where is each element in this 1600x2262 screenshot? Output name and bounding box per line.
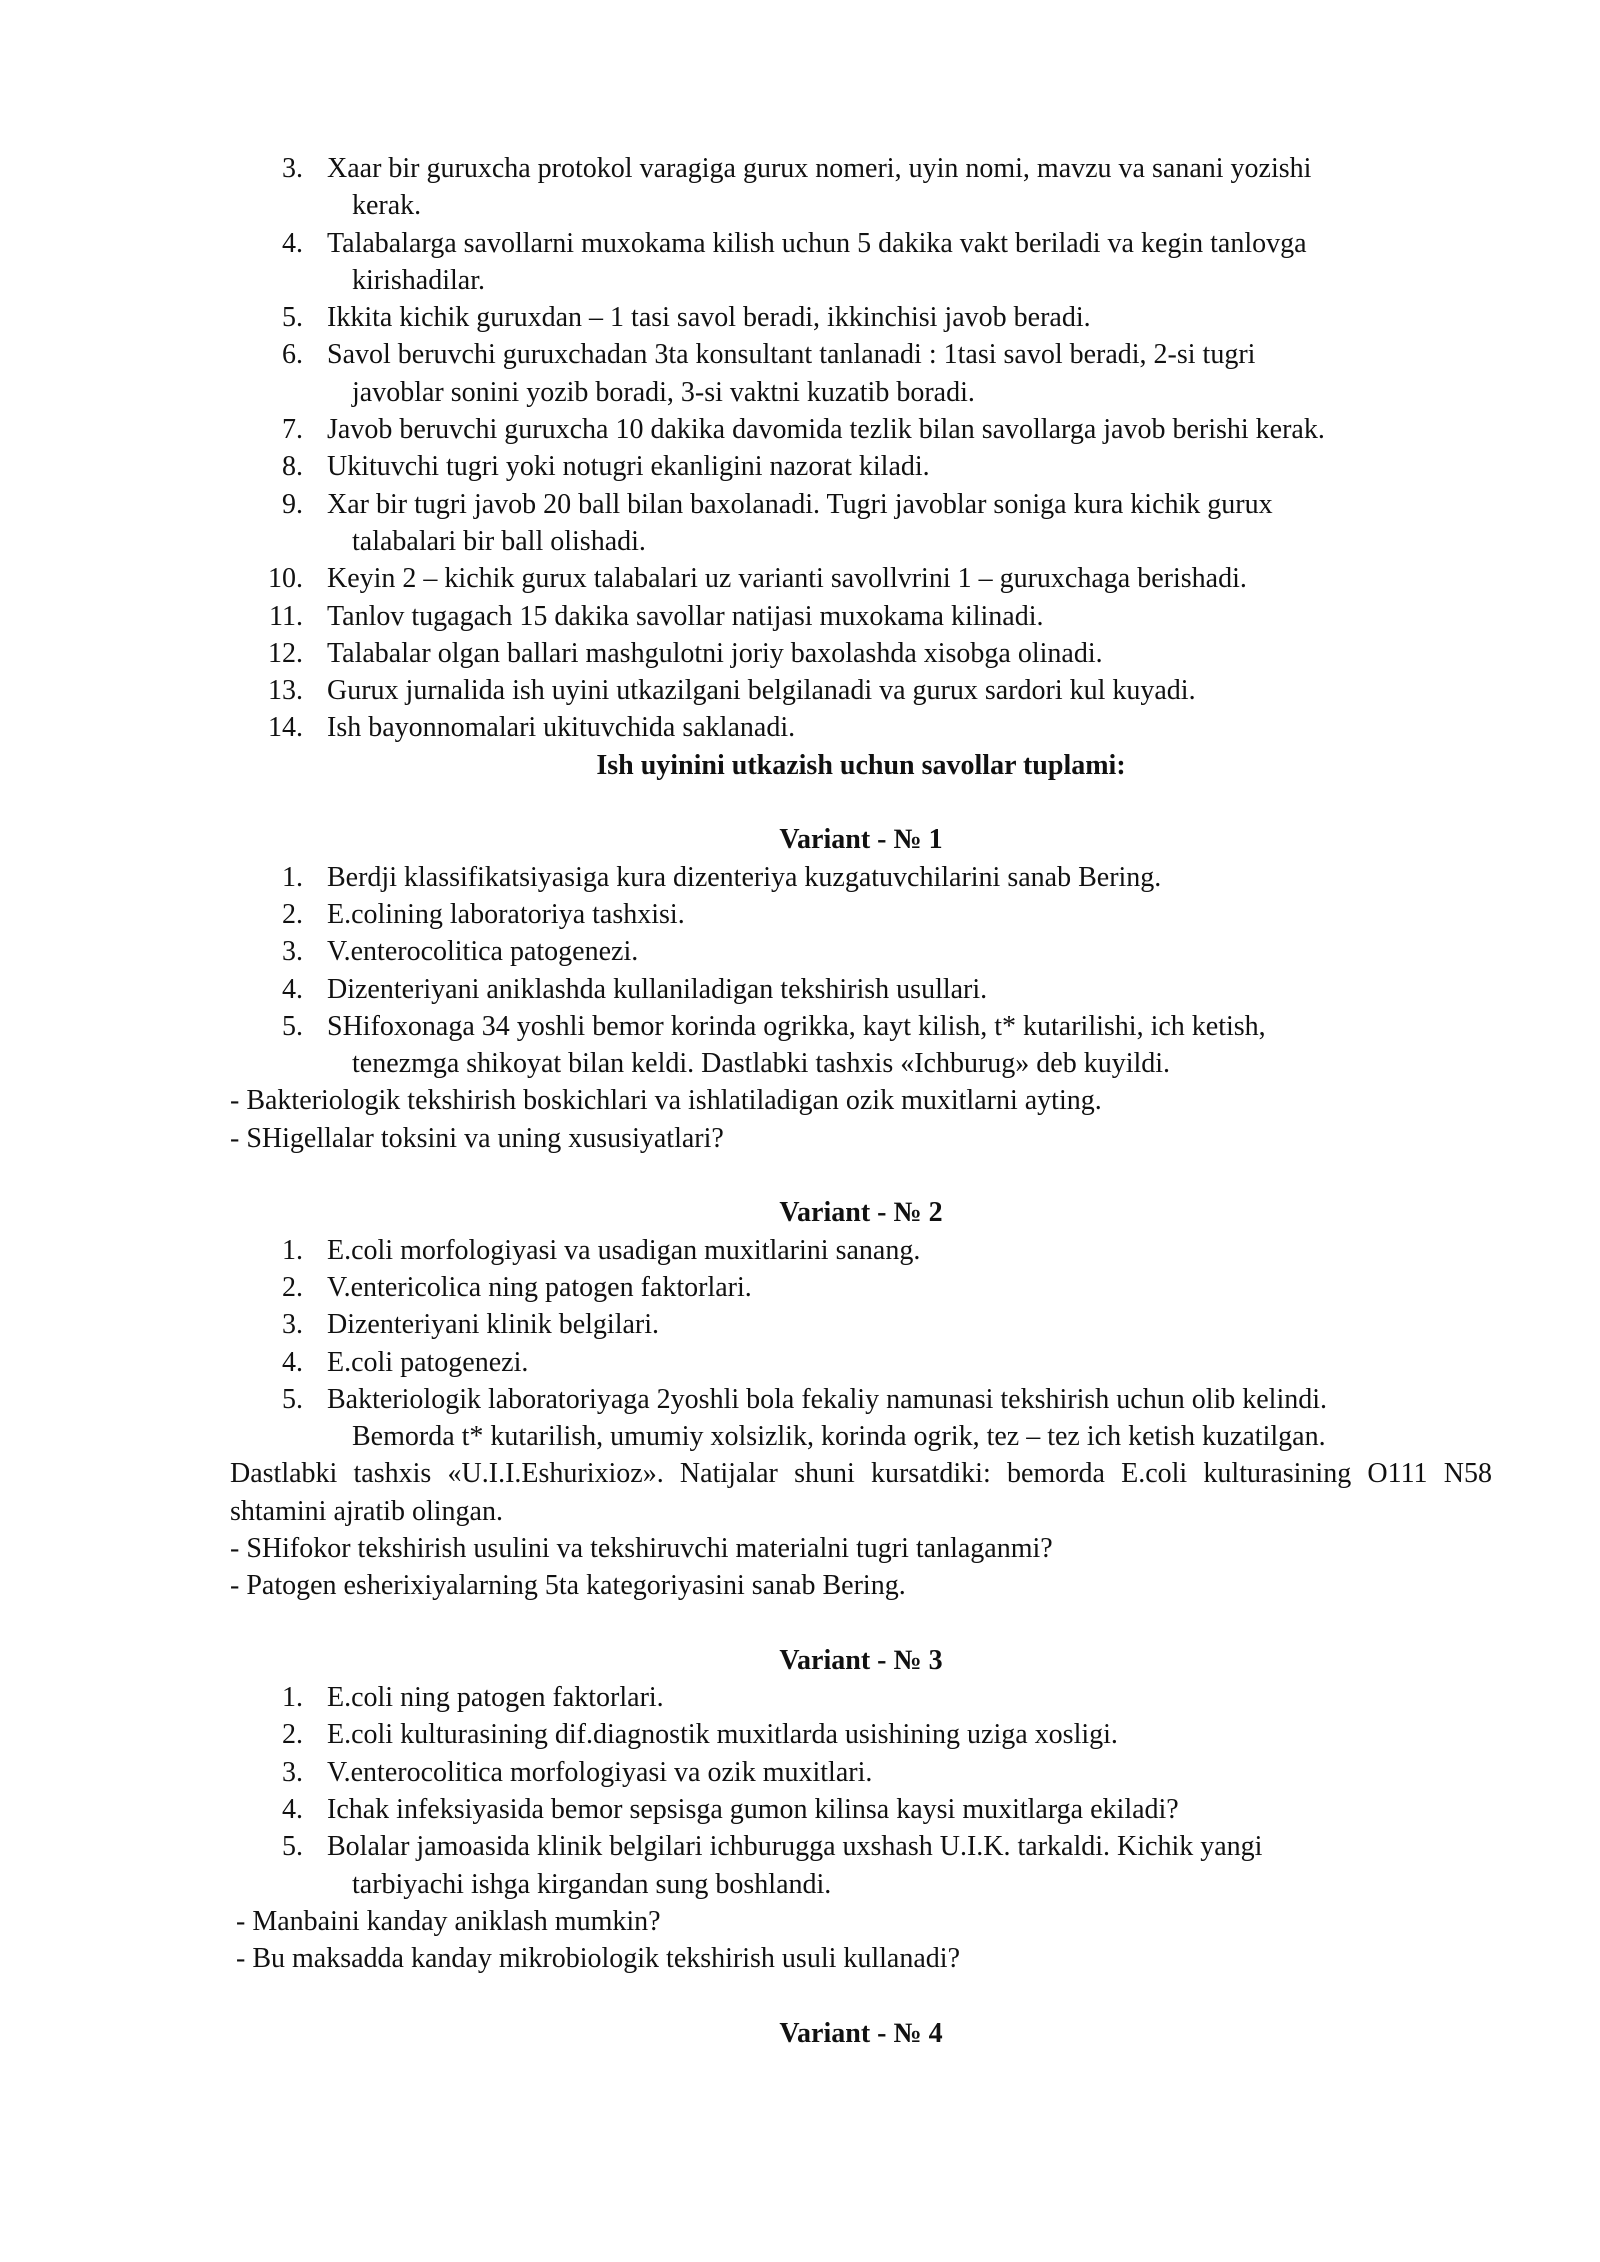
item-number: 10. [268, 563, 303, 595]
list-item [230, 1716, 1492, 1753]
item-text: Ichak infeksiyasida bemor sepsisga gumon kilinsa kaysi muxitlarga ekiladi? [327, 1794, 1179, 1826]
item-text: E.coli morfologiyasi va usadigan muxitlarini sanang. [327, 1234, 921, 1266]
list-item [230, 448, 1492, 485]
variant-4-title: Variant - № 4 [779, 2017, 943, 2049]
item-text: E.coli patogenezi. [327, 1346, 529, 1378]
variant-3-title: Variant - № 3 [779, 1644, 943, 1676]
list-item [230, 1679, 1492, 1716]
item-number: 7. [282, 414, 303, 446]
list-item [230, 1828, 1492, 1903]
variant-1-title: Variant - № 1 [779, 824, 943, 856]
item-number: 9. [282, 488, 303, 520]
item-number: 3. [282, 1756, 303, 1788]
list-item [230, 1232, 1492, 1269]
item-number: 2. [282, 898, 303, 930]
variant-2-list [230, 1232, 1492, 1456]
item-text: Keyin 2 – kichik gurux talabalari uz varianti savollvrini 1 – guruxchaga berishadi. [327, 563, 1247, 595]
item-number: 3. [282, 1309, 303, 1341]
list-item [230, 598, 1492, 635]
list-item [230, 896, 1492, 933]
item-number: 2. [282, 1271, 303, 1303]
item-number: 5. [282, 1831, 303, 1863]
item-text-continued: javoblar sonini yozib boradi, 3-si vaktni kuzatib boradi. [352, 376, 975, 408]
list-item [230, 299, 1492, 336]
item-text: Xar bir tugri javob 20 ball bilan baxolanadi. Tugri javoblar soniga kura kichik gurux [327, 488, 1273, 520]
list-item [230, 1381, 1492, 1456]
item-number: 11. [269, 600, 303, 632]
list-item [230, 411, 1492, 448]
item-text: Javob beruvchi guruxcha 10 dakika davomida tezlik bilan savollarga javob berishi kerak. [327, 414, 1325, 446]
question-line: - Bu maksadda kanday mikrobiologik tekshirish usuli kullanadi? [236, 1943, 960, 1975]
item-number: 6. [282, 339, 303, 371]
item-text: Dizenteriyani klinik belgilari. [327, 1309, 660, 1341]
list-item [230, 933, 1492, 970]
item-number: 3. [282, 153, 303, 184]
item-number: 8. [282, 451, 303, 483]
variant-2-title: Variant - № 2 [779, 1197, 943, 1229]
question-line: - Patogen esherixiyalarning 5ta kategoriyasini sanab Bering. [230, 1570, 906, 1602]
item-text: E.colining laboratoriya tashxisi. [327, 898, 685, 930]
item-number: 5. [282, 1383, 303, 1415]
item-number: 3. [282, 936, 303, 968]
item-number: 4. [282, 973, 303, 1005]
item-number: 14. [268, 712, 303, 744]
section-title: Ish uyinini utkazish uchun savollar tuplami: [596, 749, 1126, 781]
item-text-continued: talabalari bir ball olishadi. [352, 525, 646, 557]
list-item [230, 859, 1492, 896]
item-text: V.entericolica ning patogen faktorlari. [327, 1271, 752, 1303]
item-text: Xaar bir guruxcha protokol varagiga gurux nomeri, uyin nomi, mavzu va sanani yozishi [327, 153, 1312, 184]
item-text: Berdji klassifikatsiyasiga kura dizenteriya kuzgatuvchilarini sanab Bering. [327, 861, 1162, 893]
item-text-continued: tarbiyachi ishga kirgandan sung boshlandi. [352, 1868, 832, 1900]
item-number: 1. [282, 1682, 303, 1714]
item-text: Bakteriologik laboratoriyaga 2yoshli bola fekaliy namunasi tekshirish uchun olib kelindi. [327, 1383, 1328, 1415]
variant-1-list [230, 859, 1492, 1083]
item-text: SHifoxonaga 34 yoshli bemor korinda ogrikka, kayt kilish, t* kutarilishi, ich ketish, [327, 1010, 1266, 1042]
item-text: Ikkita kichik guruxdan – 1 tasi savol beradi, ikkinchisi javob beradi. [327, 302, 1091, 334]
item-text: Talabalarga savollarni muxokama kilish uchun 5 dakika vakt beriladi va kegin tanlovga [327, 227, 1307, 259]
item-text: Tanlov tugagach 15 dakika savollar natijasi muxokama kilinadi. [327, 600, 1044, 632]
item-text-continued: kirishadilar. [352, 264, 485, 296]
list-item [230, 1306, 1492, 1343]
question-line: - Manbaini kanday aniklash mumkin? [236, 1905, 661, 1937]
list-item [230, 336, 1492, 411]
item-number: 5. [282, 1010, 303, 1042]
item-number: 13. [268, 675, 303, 707]
item-number: 1. [282, 861, 303, 893]
variant-3-list [230, 1679, 1492, 1903]
question-line: - Bakteriologik tekshirish boskichlari va ishlatiladigan ozik muxitlarni ayting. [230, 1085, 1102, 1117]
item-text: E.coli kulturasining dif.diagnostik muxitlarda usishining uziga xosligi. [327, 1719, 1118, 1751]
item-number: 5. [282, 302, 303, 334]
item-text: E.coli ning patogen faktorlari. [327, 1682, 664, 1714]
list-item [230, 1791, 1492, 1828]
item-text: Ish bayonnomalari ukituvchida saklanadi. [327, 712, 796, 744]
item-text: Gurux jurnalida ish uyini utkazilgani belgilanadi va gurux sardori kul kuyadi. [327, 675, 1196, 707]
item-number: 4. [282, 1346, 303, 1378]
item-text-continued: kerak. [352, 190, 422, 222]
item-text: Ukituvchi tugri yoki notugri ekanligini nazorat kiladi. [327, 451, 930, 483]
item-text: V.enterocolitica patogenezi. [327, 936, 639, 968]
list-item [230, 635, 1492, 672]
item-text: Savol beruvchi guruxchadan 3ta konsultant tanlanadi : 1tasi savol beradi, 2-si tugri [327, 339, 1256, 371]
document-page [230, 150, 1492, 2052]
item-text: V.enterocolitica morfologiyasi va ozik muxitlari. [327, 1756, 873, 1788]
list-item [230, 709, 1492, 746]
list-item [230, 1008, 1492, 1083]
item-text-continued: Bemorda t* kutarilish, umumiy xolsizlik, korinda ogrik, tez – tez ich ketish kuzatilgan. [352, 1421, 1326, 1453]
list-item [230, 1344, 1492, 1381]
item-number: 4. [282, 1794, 303, 1826]
list-item [230, 1269, 1492, 1306]
item-number: 4. [282, 227, 303, 259]
item-text-continued: tenezmga shikoyat bilan keldi. Dastlabki tashxis «Ichburug» deb kuyildi. [352, 1048, 1171, 1080]
item-number: 1. [282, 1234, 303, 1266]
item-text: Bolalar jamoasida klinik belgilari ichburugga uxshash U.I.K. tarkaldi. Kichik yangi [327, 1831, 1263, 1863]
item-text: Dizenteriyani aniklashda kullaniladigan tekshirish usullari. [327, 973, 988, 1005]
procedure-list [230, 150, 1492, 747]
list-item [230, 486, 1492, 561]
item-number: 2. [282, 1719, 303, 1751]
item-number: 12. [268, 637, 303, 669]
list-item [230, 672, 1492, 709]
list-item [230, 225, 1492, 300]
question-line: - SHifokor tekshirish usulini va tekshiruvchi materialni tugri tanlaganmi? [230, 1532, 1053, 1564]
list-item [230, 150, 1492, 225]
item-text: Talabalar olgan ballari mashgulotni joriy baxolashda xisobga olinadi. [327, 637, 1103, 669]
list-item [230, 971, 1492, 1008]
case-paragraph: Dastlabki tashxis «U.I.I.Eshurixioz». Natijalar shuni kursatdiki: bemorda E.coli kulturasining O111 N58 shtamini ajratib olingan. [230, 1458, 1492, 1527]
question-line: - SHigellalar toksini va uning xususiyatlari? [230, 1122, 724, 1154]
list-item [230, 560, 1492, 597]
list-item [230, 1754, 1492, 1791]
